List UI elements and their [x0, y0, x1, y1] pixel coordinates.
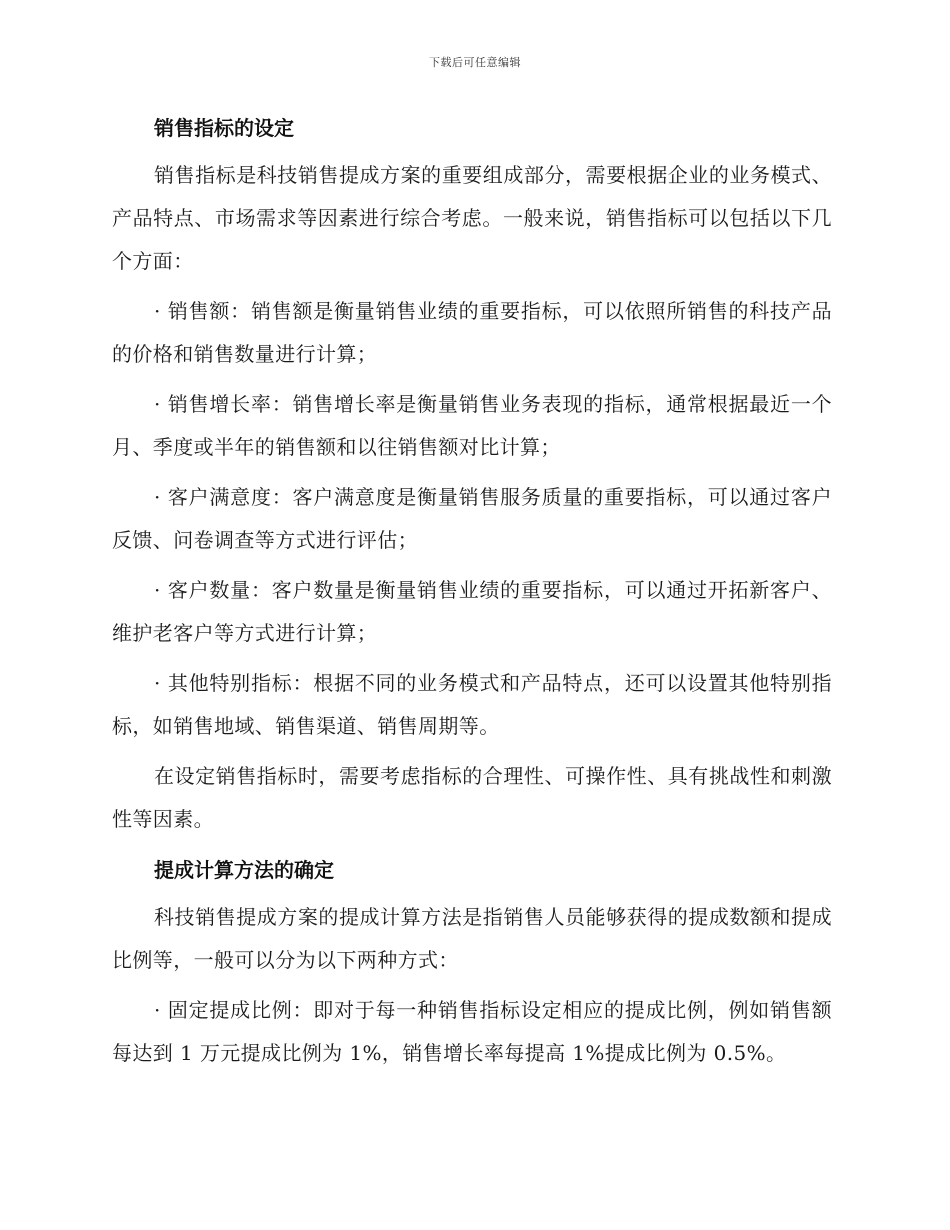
section-heading: 提成计算方法的确定 — [154, 858, 334, 882]
document-body — [112, 106, 832, 1082]
bullet-item: · 其他特别指标：根据不同的业务模式和产品特点，还可以设置其他特别指标，如销售地域、销售渠道、销售周期等。 — [112, 671, 832, 738]
paragraph: 销售指标是科技销售提成方案的重要组成部分，需要根据企业的业务模式、产品特点、市场需求等因素进行综合考虑。一般来说，销售指标可以包括以下几个方面： — [112, 163, 832, 273]
bullet-item: · 固定提成比例：即对于每一种销售指标设定相应的提成比例，例如销售额每达到 1 万元提成比例为 1%，销售增长率每提高 1%提成比例为 0.5%。 — [112, 998, 832, 1065]
bullet-item: · 销售增长率：销售增长率是衡量销售业务表现的指标，通常根据最近一个月、季度或半年的销售额和以往销售额对比计算； — [112, 392, 832, 459]
page-header: 下载后可任意编辑 — [429, 56, 521, 69]
bullet-item: · 销售额：销售额是衡量销售业绩的重要指标，可以依照所销售的科技产品的价格和销售数量进行计算； — [112, 299, 832, 366]
paragraph: 在设定销售指标时，需要考虑指标的合理性、可操作性、具有挑战性和刺激性等因素。 — [112, 764, 832, 831]
section-commission-method — [112, 848, 832, 1075]
section-heading: 销售指标的设定 — [154, 116, 294, 140]
section-sales-targets — [112, 106, 832, 841]
paragraph: 科技销售提成方案的提成计算方法是指销售人员能够获得的提成数额和提成比例等，一般可以分为以下两种方式： — [112, 905, 832, 972]
bullet-item: · 客户数量：客户数量是衡量销售业绩的重要指标，可以通过开拓新客户、维护老客户等方式进行计算； — [112, 578, 832, 645]
bullet-item: · 客户满意度：客户满意度是衡量销售服务质量的重要指标，可以通过客户反馈、问卷调查等方式进行评估； — [112, 485, 832, 552]
